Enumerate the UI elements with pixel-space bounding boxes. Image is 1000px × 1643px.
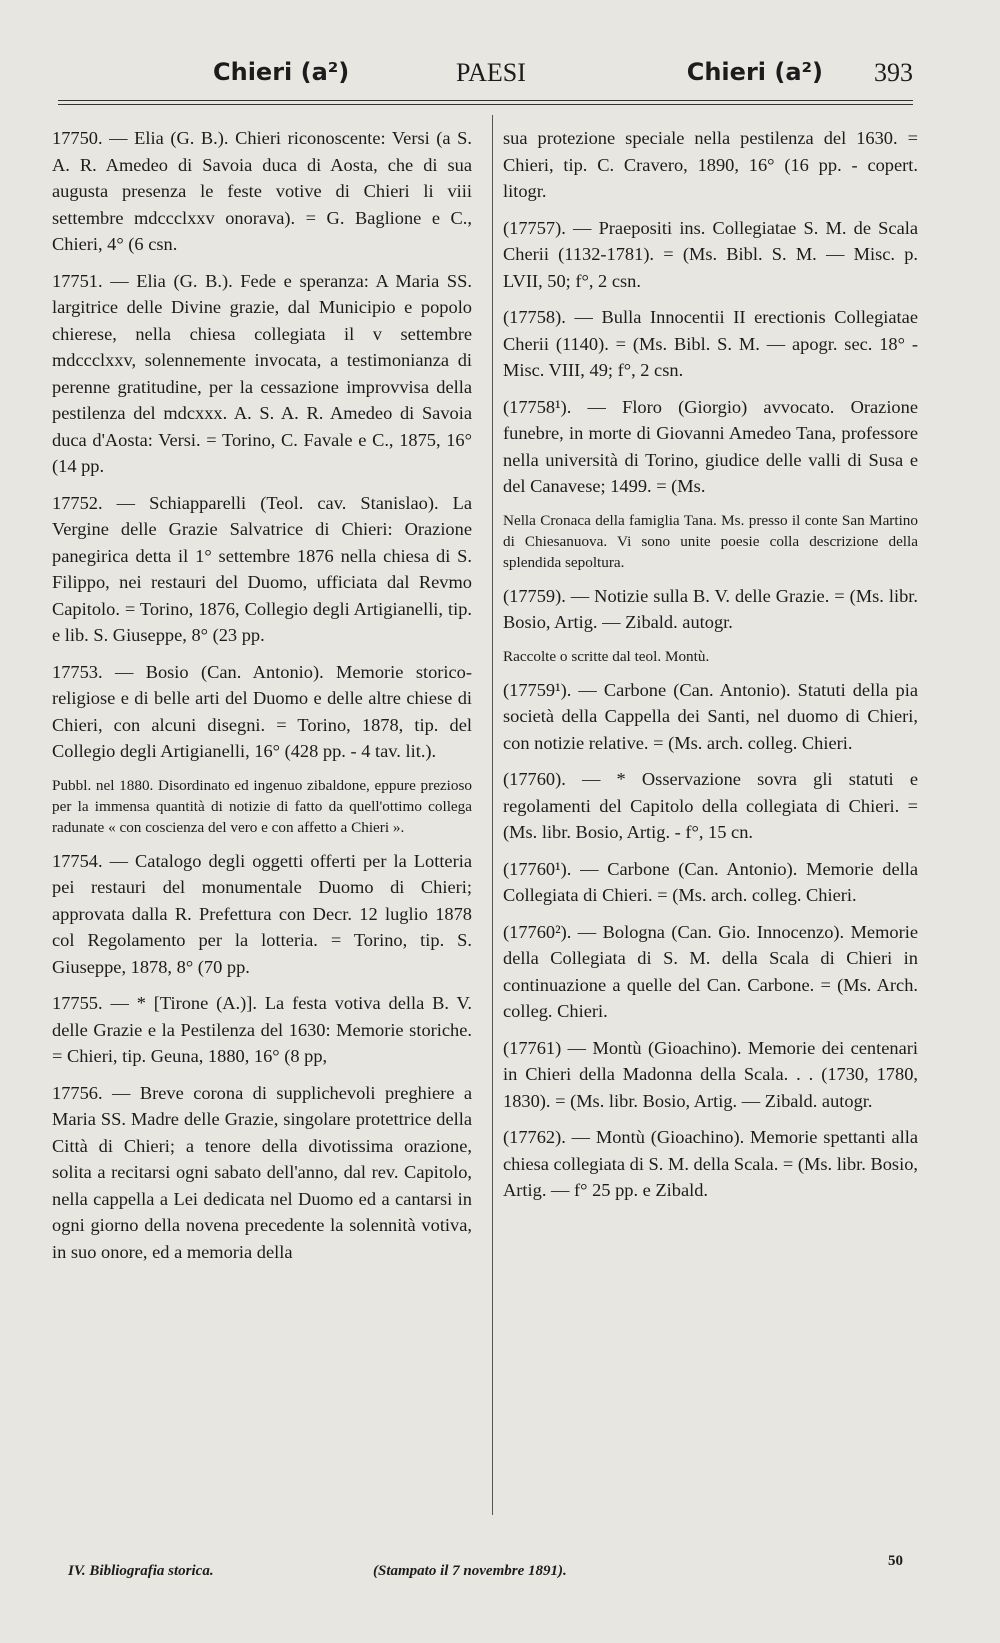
bibliographic-entry: (17760²). — Bologna (Can. Gio. Innocenzo). Memorie della Collegiata di S. M. della Scala di Chieri in continuazione a quelle del Can. Carbone. = (Ms. Arch. colleg. Chieri. xyxy=(503,921,918,1021)
bibliographic-entry: 17754. — Catalogo degli oggetti offerti per la Lotteria pei restauri del monumentale Duomo di Chieri; approvata dalla R. Prefettura con Decr. 12 luglio 1878 col Regolamento per la lotteria. = Torino, tip. S. Giuseppe, 1878, 8° (70 pp. xyxy=(52,850,472,977)
running-header xyxy=(58,58,913,92)
bibliographic-note: Raccolte o scritte dal teol. Montù. xyxy=(503,647,710,665)
bibliographic-entry: (17758¹). — Floro (Giorgio) avvocato. Orazione funebre, in morte di Giovanni Amedeo Tana, professore nella università di Torino, giudice delle valli di Susa e del Canavese; 1499. = (Ms. xyxy=(503,396,918,496)
footer-section: IV. Bibliografia storica. xyxy=(68,1563,214,1579)
bibliographic-entry: sua protezione speciale nella pestilenza del 1630. = Chieri, tip. C. Cravero, 1890, 16° (16 pp. - copert. litogr. xyxy=(503,128,918,201)
header-rule-bottom xyxy=(58,104,913,105)
bibliographic-entry: 17751. — Elia (G. B.). Fede e speranza: A Maria SS. largitrice delle Divine grazie, dal Municipio e popolo chierese, nella chiesa collegiata il v settembre mdccclxxv, solennemente invocata, a testimonianza di perenne gratitudine, per la cessazione improvvisa della pestilenza del mdcxxx. A. S. A. R. Amedeo di Savoia duca d'Aosta: Versi. = Torino, C. Favale e C., 1875, 16° (14 pp. xyxy=(52,270,472,476)
bibliographic-entry: (17760¹). — Carbone (Can. Antonio). Memorie della Collegiata di Chieri. = (Ms. arch. colleg. Chieri. xyxy=(503,858,918,905)
header-section-title: PAESI xyxy=(456,58,526,87)
bibliographic-note: Pubbl. nel 1880. Disordinato ed ingenuo zibaldone, eppure prezioso per la immensa quantità di notizie di fatto da quell'ottimo collega radunate « con coscienza del vero e con affetto a Chieri ». xyxy=(52,776,472,836)
bibliographic-entry: 17755. — * [Tirone (A.)]. La festa votiva della B. V. delle Grazie e la Pestilenza del 1630: Memorie storiche. = Chieri, tip. Geuna, 1880, 16° (8 pp, xyxy=(52,993,472,1066)
column-divider xyxy=(492,115,493,1515)
bibliographic-entry: 17756. — Breve corona di supplichevoli preghiere a Maria SS. Madre delle Grazie, singolare protettrice della Città di Chieri; a tenore della divotissima orazione, solita a recitarsi ogni sabato dell'anno, dal rev. Capitolo, nella cappella a Lei dedicata nel Duomo ed a cantarsi in ogni giorno della novena precedente la solennità votiva, in suo onore, ed a memoria della xyxy=(52,1082,472,1262)
bibliographic-entry: 17750. — Elia (G. B.). Chieri riconoscente: Versi (a S. A. R. Amedeo di Savoia duca di Aosta, che di sua augusta presenza le feste votive di Chieri li viii settembre mdccclxxv onorava). = G. Baglione e C., Chieri, 4° (6 csn. xyxy=(52,128,472,254)
header-right-title: Chieri (a²) xyxy=(686,58,823,86)
bibliographic-entry: (17759). — Notizie sulla B. V. delle Grazie. = (Ms. libr. Bosio, Artig. — Zibald. autogr. xyxy=(503,585,918,632)
left-column xyxy=(52,125,472,1275)
bibliographic-entry: (17757). — Praepositi ins. Collegiatae S. M. de Scala Cherii (1132-1781). = (Ms. Bibl. S. M. — Misc. p. LVII, 50; f°, 2 csn. xyxy=(503,217,918,291)
footer-signature-number: 50 xyxy=(888,1553,903,1569)
header-left-title: Chieri (a²) xyxy=(213,58,350,86)
bibliographic-note: Nella Cronaca della famiglia Tana. Ms. presso il conte San Martino di Chiesanuova. Vi sono unite poesie colla descrizione della splendida sepoltura. xyxy=(503,511,918,571)
page-number: 393 xyxy=(874,58,913,87)
header-rule-top xyxy=(58,100,913,101)
footer-print-date: (Stampato il 7 novembre 1891). xyxy=(373,1563,567,1579)
bibliographic-entry: (17759¹). — Carbone (Can. Antonio). Statuti della pia società della Cappella dei Santi, nel duomo di Chieri, con notizie relative. = (Ms. arch. colleg. Chieri. xyxy=(503,679,918,753)
page-footer xyxy=(58,1553,913,1593)
bibliographic-entry: (17758). — Bulla Innocentii II erectionis Collegiatae Cherii (1140). = (Ms. Bibl. S. M. — apogr. sec. 18° - Misc. VIII, 49; f°, 2 csn. xyxy=(503,307,918,380)
bibliographic-entry: 17753. — Bosio (Can. Antonio). Memorie storico-religiose e di belle arti del Duomo e delle altre chiese di Chieri, con alcuni disegni. = Torino, 1878, tip. del Collegio degli Artigianelli, 16° (428 pp. - 4 tav. lit.). xyxy=(52,661,472,761)
right-column xyxy=(503,125,918,1214)
bibliographic-entry: (17761) — Montù (Gioachino). Memorie dei centenari in Chieri della Madonna della Scala. . . (1730, 1780, 1830). = (Ms. libr. Bosio, Artig. — Zibald. autogr. xyxy=(503,1037,918,1111)
bibliographic-entry: (17760). — * Osservazione sovra gli statuti e regolamenti del Capitolo della collegiata di Chieri. = (Ms. libr. Bosio, Artig. - f°, 15 cn. xyxy=(503,769,918,842)
bibliographic-entry: 17752. — Schiapparelli (Teol. cav. Stanislao). La Vergine delle Grazie Salvatrice di Chieri: Orazione panegirica detta il 1° settembre 1876 nella chiesa di S. Filippo, nei restauri del Duomo, ufficiata dal Revmo Capitolo. = Torino, 1876, Collegio degli Artigianelli, tip. e lib. S. Giuseppe, 8° (23 pp. xyxy=(52,492,472,645)
bibliographic-entry: (17762). — Montù (Gioachino). Memorie spettanti alla chiesa collegiata di S. M. della Scala. = (Ms. libr. Bosio, Artig. — f° 25 pp. e Zibald. xyxy=(503,1127,918,1200)
